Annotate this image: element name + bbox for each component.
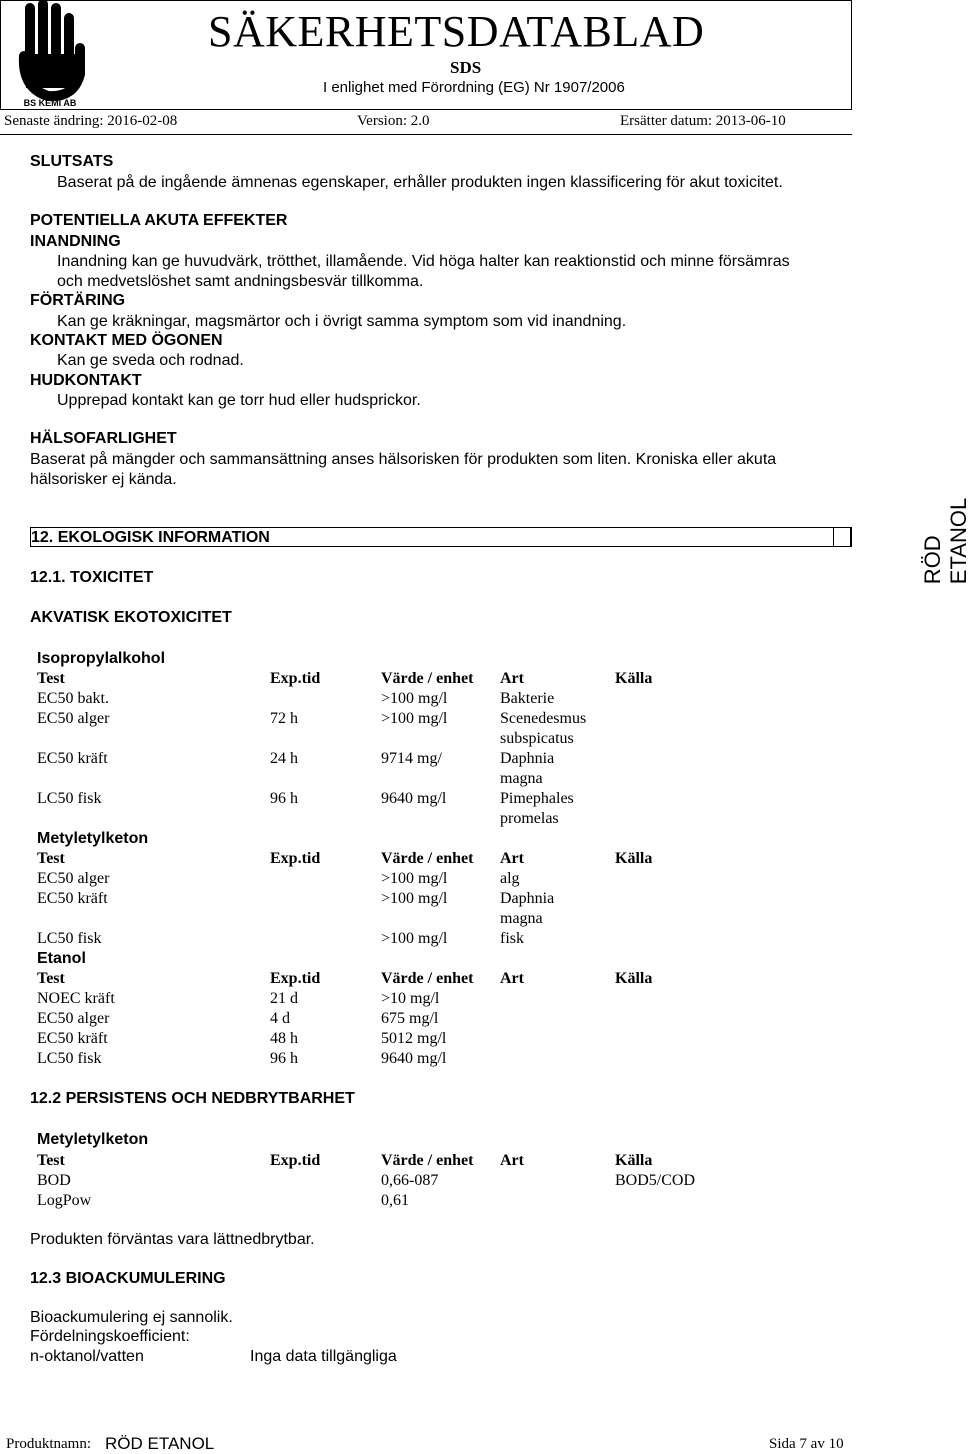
cell-value: >100 mg/l (381, 890, 448, 907)
cell-value: >100 mg/l (381, 690, 448, 707)
inhalation-heading: INANDNING (30, 233, 121, 250)
column-header: Exp.tid (270, 850, 321, 867)
column-header: Art (500, 850, 524, 867)
column-header: Källa (615, 1152, 653, 1169)
footer-page-number: Sida 7 av 10 (769, 1436, 844, 1452)
inhalation-text-line1: Inandning kan ge huvudvärk, trötthet, illamående. Vid höga halter kan reaktionstid och minne försämras (57, 253, 790, 270)
conclusion-heading: SLUTSATS (30, 153, 114, 170)
cell-exposure-time: 4 d (270, 1010, 290, 1027)
partition-coefficient-label: Fördelningskoefficient: (30, 1328, 190, 1345)
column-header: Värde / enhet (381, 970, 474, 987)
cell-test: LC50 fisk (37, 930, 102, 947)
substance-name: Etanol (37, 950, 86, 967)
column-header: Värde / enhet (381, 670, 474, 687)
bioaccumulation-text: Bioackumulering ej sannolik. (30, 1309, 233, 1326)
cell-species: Pimephales (500, 790, 574, 807)
octanol-water-value: Inga data tillgängliga (250, 1348, 397, 1365)
column-header: Test (37, 850, 65, 867)
cell-exposure-time: 21 d (270, 990, 298, 1007)
section-12-heading: 12. EKOLOGISK INFORMATION (31, 529, 270, 546)
cell-species: Scenedesmus (500, 710, 587, 727)
company-logo (0, 0, 100, 110)
version-label: Version: 2.0 (357, 113, 430, 129)
health-hazard-heading: HÄLSOFARLIGHET (30, 430, 177, 447)
eye-contact-text: Kan ge sveda och rodnad. (57, 352, 244, 369)
column-header: Källa (615, 970, 653, 987)
regulation-text: I enlighet med Förordning (EG) Nr 1907/2006 (323, 79, 625, 96)
cell-species: Daphnia (500, 890, 555, 907)
footer-product-name: RÖD ETANOL (105, 1434, 215, 1453)
column-header: Art (500, 970, 524, 987)
cell-test: EC50 kräft (37, 750, 108, 767)
cell-species: Bakterie (500, 690, 555, 707)
column-header: Exp.tid (270, 1152, 321, 1169)
column-header: Art (500, 670, 524, 687)
persistence-substance-name: Metyletylketon (37, 1131, 149, 1148)
column-header: Test (37, 970, 65, 987)
cell-test: EC50 alger (37, 1010, 110, 1027)
cell-test: EC50 alger (37, 710, 110, 727)
column-header: Exp.tid (270, 670, 321, 687)
cell-value: 0,66-087 (381, 1172, 439, 1189)
column-header: Källa (615, 670, 653, 687)
cell-exposure-time: 96 h (270, 790, 298, 807)
replaces-date: Ersätter datum: 2013-06-10 (620, 113, 786, 129)
sds-label: SDS (450, 58, 482, 77)
ingestion-heading: FÖRTÄRING (30, 292, 126, 309)
cell-species: Daphnia (500, 750, 555, 767)
cell-test: EC50 alger (37, 870, 110, 887)
substance-name: Metyletylketon (37, 830, 149, 847)
cell-species-cont: promelas (500, 810, 559, 827)
hand-logo-icon (0, 0, 100, 110)
persistence-heading: 12.2 PERSISTENS OCH NEDBRYTBARHET (30, 1090, 355, 1107)
cell-test: EC50 bakt. (37, 690, 109, 707)
cell-test: LC50 fisk (37, 1050, 102, 1067)
column-header: Test (37, 670, 65, 687)
column-header: Värde / enhet (381, 1152, 474, 1169)
acute-effects-heading: POTENTIELLA AKUTA EFFEKTER (30, 212, 288, 229)
skin-contact-text: Upprepad kontakt kan ge torr hud eller hudsprickor. (57, 392, 421, 409)
cell-value: 0,61 (381, 1192, 409, 1209)
cell-source: BOD5/COD (615, 1172, 696, 1189)
cell-value: >100 mg/l (381, 710, 448, 727)
health-text-line1: Baserat på mängder och sammansättning anses hälsorisken för produkten som liten. Kroniska eller akuta (30, 451, 777, 468)
cell-species-cont: magna (500, 910, 543, 927)
cell-exposure-time: 48 h (270, 1030, 298, 1047)
cell-species-cont: subspicatus (500, 730, 574, 747)
cell-test: EC50 kräft (37, 1030, 108, 1047)
cell-species: fisk (500, 930, 524, 947)
column-header: Test (37, 1152, 65, 1169)
cell-value: >10 mg/l (381, 990, 440, 1007)
cell-test: LogPow (37, 1192, 92, 1209)
health-text-line2: hälsorisker ej kända. (30, 471, 177, 488)
aquatic-ecotoxicity-heading: AKVATISK EKOTOXICITET (30, 609, 232, 626)
cell-value: 9640 mg/l (381, 1050, 447, 1067)
persistence-note: Produkten förväntas vara lättnedbrytbar. (30, 1231, 315, 1248)
column-header: Art (500, 1152, 524, 1169)
ingestion-text: Kan ge kräkningar, magsmärtor och i övrigt samma symptom som vid inandning. (57, 313, 627, 330)
column-header: Källa (615, 850, 653, 867)
cell-test: LC50 fisk (37, 790, 102, 807)
octanol-water-label: n-oktanol/vatten (30, 1348, 144, 1365)
cell-value: >100 mg/l (381, 930, 448, 947)
cell-species-cont: magna (500, 770, 543, 787)
skin-contact-heading: HUDKONTAKT (30, 372, 142, 389)
cell-value: 9640 mg/l (381, 790, 447, 807)
eye-contact-heading: KONTAKT MED ÖGONEN (30, 332, 223, 349)
cell-value: 675 mg/l (381, 1010, 439, 1027)
toxicity-heading: 12.1. TOXICITET (30, 569, 154, 586)
document-title: SÄKERHETSDATABLAD (208, 7, 705, 56)
bioaccumulation-heading: 12.3 BIOACKUMULERING (30, 1270, 226, 1287)
column-header: Exp.tid (270, 970, 321, 987)
cell-value: 9714 mg/ (381, 750, 442, 767)
last-change-date: Senaste ändring: 2016-02-08 (4, 113, 178, 129)
header-divider (0, 134, 852, 135)
svg-text:BS KEMI AB: BS KEMI AB (23, 98, 77, 108)
cell-value: >100 mg/l (381, 870, 448, 887)
column-header: Värde / enhet (381, 850, 474, 867)
substance-name: Isopropylalkohol (37, 650, 166, 667)
cell-test: EC50 kräft (37, 890, 108, 907)
cell-species: alg (500, 870, 520, 887)
cell-value: 5012 mg/l (381, 1030, 447, 1047)
cell-test: NOEC kräft (37, 990, 115, 1007)
cell-test: BOD (37, 1172, 71, 1189)
cell-exposure-time: 72 h (270, 710, 298, 727)
footer-product-label: Produktnamn: (6, 1436, 91, 1452)
side-product-label: RÖD ETANOL (920, 497, 971, 585)
inhalation-text-line2: och medvetslöshet samt andningsbesvär tillkomma. (57, 273, 424, 290)
cell-exposure-time: 24 h (270, 750, 298, 767)
conclusion-text: Baserat på de ingående ämnenas egenskaper, erhåller produkten ingen klassificering för akut toxicitet. (57, 174, 783, 191)
cell-exposure-time: 96 h (270, 1050, 298, 1067)
